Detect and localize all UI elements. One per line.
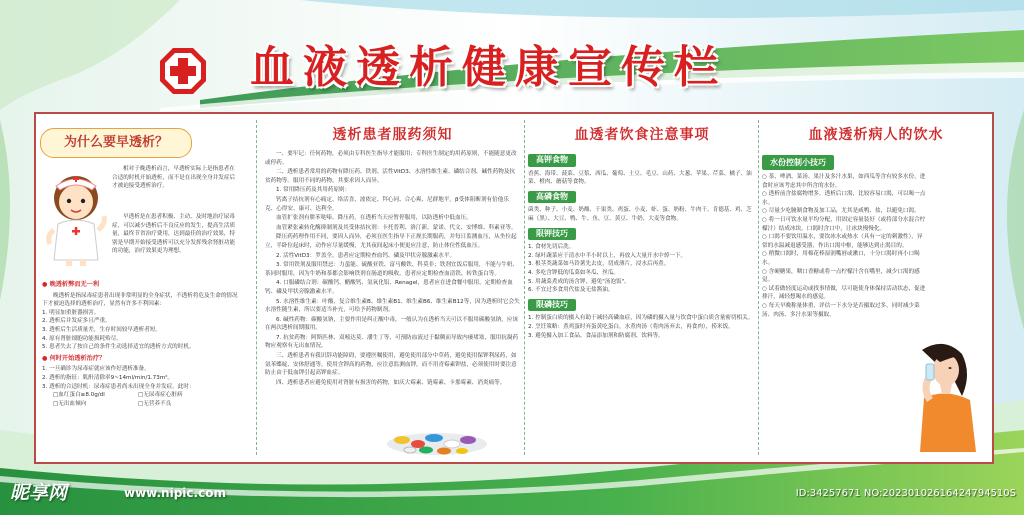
- woman-drinking-illustration: [900, 340, 986, 452]
- limit-potassium-item: 4. 多吃含钾低的瓜菜如冬瓜、丝瓜。: [528, 269, 620, 276]
- medication-paragraph: 四、透析患者应避免使用对肾脏有损害的药物，如庆大霉素、链霉素、卡那霉素、消炎痛等。: [276, 379, 506, 386]
- limit-potassium-item: 1. 食材先切后洗。: [528, 244, 575, 251]
- pills-image: [382, 400, 492, 456]
- when-checks-row: [42, 400, 242, 409]
- water-tip-text: 稍微口渴时，用棉花棒湿润嘴唇或漱口，十分口渴时再小口喝水。: [762, 251, 920, 266]
- when-check: □血红蛋白≥8.0g/dl: [53, 392, 105, 399]
- column-divider: [256, 120, 257, 455]
- why-early-dialysis-bubble: 为什么要早透析？: [40, 128, 192, 158]
- water-tip: ○ 茶、啤酒、菜汤、果汁及多汁水果，如西瓜等含有较多水份，进食时应该考虑其中所含的水份。: [762, 174, 926, 189]
- water-tip: ○ 透析前含盐腐物增多，透析后口渴，比较容易口渴，可以喝一点水。: [762, 191, 926, 206]
- late-dialysis-heading-text: 晚透析弊而无一利: [49, 281, 100, 288]
- medication-paragraph: 2. 活性VitD3：罗盖全。患者应定期检查血钙、磷及甲状旁腺激素水平。: [276, 252, 456, 259]
- water-tips: [762, 173, 927, 319]
- medication-paragraph: 5. 水溶性维生素：叶酸、复合维生素B、维生素B1、维生素B6、维生素B12等，因为透析时它会失水溶性随生素，所以要适当补充，可给予药物制剂。: [265, 298, 520, 314]
- medication-paragraph: 1. 常用降压药及其用药原则：: [276, 187, 351, 194]
- when-check: □无营养不良: [138, 400, 172, 407]
- limit-phosphorus-tag: 限磷技巧: [528, 299, 576, 312]
- limit-phosphorus-item: 1. 控制蛋白质的摄入有助于减轻高磷血症，因为磷的摄入量与饮食中蛋白质含量密切相关。: [528, 315, 754, 322]
- when-dialysis-heading-text: 何时开始透析治疗？: [49, 354, 106, 362]
- medication-paragraph: 降压药药理作用不同，要因人而异，必须在医生指导下正规长期服药，并每日监测血压，从坐位起立，半卧位起床时，动作应尽量缓慢，尤其夜间起床小便更应注意，防止体位性低血压。: [265, 234, 517, 249]
- high-potassium-text: 香蕉、海带、菠菜、豆浆、西瓜、葡萄、土豆、毛豆、山药、大葱、苹果、芹菜、橘子、油菜、橙肉、蘑菇等食物。: [528, 170, 752, 186]
- water-tip: ○ 口渴不要饮用温水，要饮冰水或热水（具有一定的刺激性），异常的水温减退感受器，作出口渴中枢，能够达到止渴目的。: [762, 234, 923, 249]
- medication-paragraph: 二、透析患者常用的药物有降压药、铁剂、活性VitD3、水溶性维生素、磷结合剂、碱性药物及抗贫药物等。服用不同的药物，其要求因人而异。: [265, 169, 516, 184]
- when-check: □无出血倾向: [53, 400, 87, 407]
- when-check: □无尿毒症心脏病: [138, 392, 183, 399]
- col1-intro-2: [112, 213, 240, 256]
- late-dialysis-heading: ● 晚透析弊而无一利: [42, 281, 100, 288]
- water-control-tag: 水份控制小技巧: [762, 155, 834, 170]
- late-item: 1. 明显加重脏器损害。: [42, 309, 100, 316]
- late-item: 2. 透析后并发症多且严重。: [42, 318, 111, 325]
- limit-potassium-tag: 限钾技巧: [528, 228, 576, 241]
- limit-phosphorus-item: 3. 避免摄入加工食品、食品添加剂和防腐剂、饮料等。: [528, 332, 664, 339]
- column-divider: [758, 120, 759, 455]
- medication-paragraph: 4. 口服磷结合剂：碳酸钙、醋酸钙、氢氧化铝、Renagel，患者应在进食餐中服用，定期检查血钙、磷及甲状旁腺激素水平。: [265, 280, 513, 295]
- diet-title: 血透者饮食注意事项: [574, 127, 710, 143]
- water-tip: ○ 每天早晚称量体重，评估一下水分是否摄取过多，同时减少菜汤、肉汤、多汁水果等摄取。: [762, 302, 920, 318]
- medication-paragraph: 3. 常用铁剂及服用禁忌：力蜚能、硫酸亚铁、富马酸铁、科莫非；铁剂宜饭后服用，不能与牛奶、茶同时服用，因为牛奶和茶都会影响铁剂在肠道的吸收。患者应定期检查血清铁、转铁蛋白等。: [265, 262, 519, 277]
- diet-text: [528, 150, 756, 340]
- water-title: 血液透析病人的饮水: [808, 127, 944, 143]
- water-tip-text: 茶、啤酒、菜汤、果汁及多汁水果，如西瓜等含有较多水份，进食时应该考虑其中所含的水份。: [762, 174, 926, 189]
- late-item: 5. 患者失去了按自己的条件生动选择适宜的透析方式的时机。: [42, 344, 195, 351]
- medication-title: 透析患者服药须知: [332, 127, 453, 143]
- banner-title: 血液透析健康宣传栏: [250, 42, 727, 93]
- diet-column: [528, 118, 756, 458]
- late-dialysis-text: 晚透析是指尿毒症患者出现非常明显的全身症状，不透析将危及生命的情况下才被迫选择的透析治疗，显然有许多不利因素：: [42, 292, 238, 308]
- water-tip-text: 透析前含盐腐物增多，透析后口渴，比较容易口渴，可以喝一点水。: [762, 191, 926, 206]
- medication-paragraph: 三、透析患者有我识辞功能障碍，要遵医嘱使用，避免使用部分中草药，避免使用保钾利尿药，如氨苯蝶啶、安体舒通等，使用含钾高的药物，应注意监测血钾，而不用青霉素钾盐，必须使用时要注意防止由于低血钾引起高钾血症。: [265, 353, 517, 377]
- high-phosphorus-text: 菌类、种子、小麦、奶酪、干果类、鸡蛋、小麦、虾、蛋、奶粉、牛肉干、肯德基、鸡、芝麻（黑）、大豆、鸭、牛、鱼、豆、黄豆、牛奶、大麦等食物。: [528, 207, 752, 222]
- col1-intro: [112, 165, 240, 193]
- water-tip-text: 尽量少吃腌制食物及加工品，尤其是咸鸭、盐，以避免口渴。: [768, 208, 920, 215]
- medication-paragraph: 7. 抗贫药物：阿斯匹林、双嘧达莫、潘生丁等，可预防血液过于黏稠而导致内瘘堵塞，服用抗凝药物应观察有无出血情况。: [265, 334, 519, 350]
- limit-potassium-item: 3. 根茎类蔬菜如马铃薯先去皮，切成薄片，浸水后再煮。: [528, 261, 670, 268]
- water-tip: ○ 含硬糖果，咽口香糖或将一点柠檬汁含在嘴里，减少口渴的感觉。: [762, 268, 920, 284]
- image-id-watermark: ID:34257671 NO:20230102616424794510S: [795, 488, 1016, 499]
- water-tip: ○ 试着做轻度运动或找事情做，尽可能使身体保持活动状态，促进排汗，减轻想喝水的感觉。: [762, 285, 926, 301]
- hospital-cross-logo: [158, 46, 208, 96]
- water-tip-text: 含硬糖果，咽口香糖或将一点柠檬汁含在嘴里，减少口渴的感觉。: [762, 268, 920, 284]
- water-tip-text: 口渴不要饮用温水，要饮冰水或热水（具有一定的刺激性），异常的水温减退感受器，作出口渴中枢，能够达到止渴目的。: [762, 234, 923, 249]
- when-item: 2. 透析的指征：肌酐清除率9~14ml/min/1.73m²。: [42, 374, 174, 381]
- medication-paragraph: 血管紧张素转化酶抑制剂及其受体拮抗剂：卡托普利、洛汀新、蒙诺、代文、安博维、科素亚等。: [276, 224, 517, 231]
- medication-paragraph: 一、要牢记：任何药物，必须由专科医生指导才能服用；专科医生制定的用药原则，不能随意更改或停药。: [265, 151, 517, 166]
- when-checks-row: [42, 391, 242, 400]
- high-phosphorus-tag: 高磷食物: [528, 191, 576, 204]
- medication-paragraph: 血管扩张剂有肼苯哒嗪、降压药，在透析当天应暂停服用，以防透析中低血压。: [276, 215, 472, 222]
- limit-phosphorus-item: 2. 烹饪策略：煮鸡蛋时弃蛋黄吃蛋白，水煮肉汤（将肉汤弃去，再食肉），捞米饭。: [528, 323, 734, 330]
- water-tip-text: 试着做轻度运动或找事情做，尽可能使身体保持活动状态，促进排汗，减轻想喝水的感觉。: [762, 285, 926, 301]
- late-item: 4. 原有肾脏细胞功能损耗殆尽。: [42, 335, 122, 342]
- water-tip-text: 将一日可饮水量平均分配，用固定容量装好（或将部分水混合柠檬汁）结成冰块，口渴时含口中，让冰块慢慢化。: [762, 216, 926, 232]
- water-tip: ○ 将一日可饮水量平均分配，用固定容量装好（或将部分水混合柠檬汁）结成冰块，口渴时含口中，让冰块慢慢化。: [762, 216, 926, 232]
- col1-late-section: [42, 278, 242, 408]
- limit-potassium-item: 6. 不宜过多食用代盐及无盐酱油。: [528, 287, 614, 294]
- medication-paragraph: 钙离子拮抗剂有心痛定、络活喜、波依定、拜心同、合心爽、尼群地平。β受体阻断剂有倍他乐克、心得安、康可、达利全。: [265, 196, 509, 212]
- col1-intro-paragraph: 相对于晚透析而言，早透析实际上是指患者在合适的时机开始透析，而不是在出现全身并发症后才被迫接受透析治疗。: [112, 166, 236, 190]
- col1-intro-paragraph: 早透析是在患者积极、主动、及时地治疗尿毒症，可以减少透析后不良反应的发生，提高生活质量，最终节省治疗费用，达到最佳的治疗效果，特别是早期开始接受透析可以充分发挥残余肾脏功能的功能，治疗效果更为理想。: [112, 214, 236, 255]
- when-item: 1. 一旦确诊为尿毒症就应该作好透析准备。: [42, 366, 150, 373]
- when-item: 3. 透析的合适时机：尿毒症患者尚未出现全身并发症，此时：: [42, 383, 195, 390]
- water-tip-text: 每天早晚称量体重，评估一下水分是否摄取过多，同时减少菜汤、肉汤、多汁水果等摄取。: [762, 302, 920, 318]
- limit-potassium-item: 2. 绿叶蔬菜应于清水中半小时以上，再放入大量开水中焯一下。: [528, 252, 687, 259]
- column-divider: [524, 120, 525, 455]
- medication-text: [265, 150, 520, 387]
- site-url-watermark: www.nipic.com: [124, 486, 226, 500]
- limit-potassium-item: 5. 用蔬菜煮成的汤含钾，避免"汤泡饭"。: [528, 278, 630, 285]
- water-tip: ○ 稍微口渴时，用棉花棒湿润嘴唇或漱口，十分口渴时再小口喝水。: [762, 251, 920, 266]
- nurse-cartoon: [42, 170, 110, 266]
- water-tip: ○ 尽量少吃腌制食物及加工品，尤其是咸鸭、盐，以避免口渴。: [762, 208, 920, 215]
- site-watermark: 昵享网: [10, 482, 68, 504]
- late-item: 3. 透析后生活质量差，生存时间较早透析者短。: [42, 326, 161, 333]
- medication-paragraph: 6. 碱性药物：碳酸氢钠，主要作用是纠正酸中毒，一般认为在透析当天可以不服用碳酸氢钠，应该在两次透析间期服用。: [265, 316, 519, 332]
- when-dialysis-heading: ● 何时开始透析治疗？: [42, 354, 106, 362]
- high-potassium-tag: 高钾食物: [528, 154, 576, 167]
